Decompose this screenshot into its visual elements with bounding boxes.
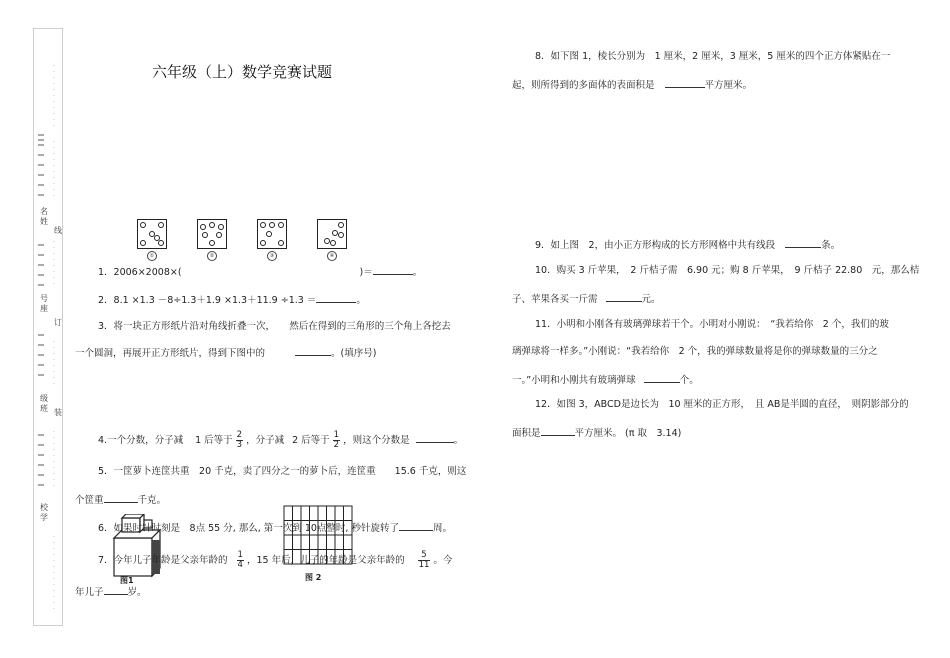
question-5-line-2: 个筐重 千克。 [75, 492, 166, 508]
question-9: 9．如上图 2，由小正方形构成的长方形网格中共有线段 条。 [535, 237, 840, 253]
q8-answer-blank[interactable] [665, 77, 705, 88]
tile-4 [317, 219, 347, 249]
question-7: 7．今年儿子年龄是父亲年龄的 $\frac{1}{4}$ ，15 年后，儿子的年龄是父亲年龄的 $\frac{5}{11}$ 。今 [98, 550, 453, 570]
q7-fraction-2: $\frac{5}{11}$ [418, 550, 430, 570]
q7-fraction-1: $\frac{1}{4}$ [237, 550, 243, 570]
question-8-line-2: 起，则所得到的多面体的表面积是 平方厘米。 [512, 77, 752, 93]
question-10-line-2: 子、苹果各买一斤需 元。 [512, 291, 661, 307]
q6-answer-blank[interactable] [399, 520, 433, 531]
binding-label-ban: 班 [40, 404, 48, 413]
q3-figure [133, 216, 357, 262]
tile-3-label: ③ [267, 251, 277, 261]
binding-fill-lines [36, 120, 46, 520]
question-11-line-1: 11．小明和小刚各有玻璃弹球若干个。小明对小刚说： “我若给你 2 个，我们的玻 [535, 319, 889, 330]
binding-label-ming: 名 [40, 207, 48, 216]
question-11-line-2: 璃弹球将一样多。”小刚说：“我若给你 2 个，我的弹球数量将是你的弹球数量的三分之 [512, 346, 878, 357]
q3-answer-blank[interactable] [295, 345, 331, 356]
question-10-line-1: 10．购买 3 斤苹果， 2 斤桔子需 6.90 元；购 8 斤苹果， 9 斤桔子 22.80 元，那么桔 [535, 265, 920, 276]
binding-dots-5: · · · · · · · · · · [53, 429, 55, 490]
tile-4-label: ④ [327, 251, 337, 261]
q1-answer-blank[interactable] [373, 264, 413, 275]
tile-2 [197, 219, 227, 249]
binding-dots-2: · · · · · · · · · · [53, 139, 55, 200]
question-3-line-1: 3．将一块正方形纸片沿对角线折叠一次， 然后在得到的三角形的三个角上各挖去 [98, 321, 451, 332]
binding-dots-6: · · · · · · · · · · · · · [53, 534, 55, 613]
tile-2-label: ② [207, 251, 217, 261]
figure-1-caption: 图1 [120, 576, 134, 585]
tile-1-label: ① [147, 251, 157, 261]
binding-dots-3: · · · · · · · · [53, 239, 55, 288]
binding-dots-4: · · · · · · · · [53, 339, 55, 388]
binding-dots-1: · · · · · · · · · · · [53, 63, 55, 130]
binding-label-zuo: 座 [40, 304, 48, 313]
q4-fraction-2: $\frac{1}{2}$ [333, 430, 340, 450]
question-12-line-2: 面积是 平方厘米。 (π 取 3.14) [512, 425, 681, 441]
question-4: 4.一个分数，分子减 1 后等于 $\frac{2}{3}$ ，分子减 2 后等于 $\frac{1}{2}$ ，则这个分数是 。 [98, 430, 464, 450]
q12-answer-blank[interactable] [541, 425, 575, 436]
question-8-line-1: 8．如下图 1，棱长分别为 1 厘米，2 厘米，3 厘米，5 厘米的四个正方体紧贴在一 [535, 51, 891, 62]
q1-close: )＝ [359, 267, 373, 278]
question-7-line-2: 年儿子 岁。 [75, 584, 147, 600]
binding-label-xiao: 校 [40, 503, 48, 512]
q5-answer-blank[interactable] [104, 492, 138, 503]
q4-fraction-1: $\frac{2}{3}$ [236, 430, 243, 450]
q4-answer-blank[interactable] [416, 432, 454, 443]
q1-text: 1．2006×2008×( [98, 267, 182, 278]
binding-label-xue: 学 [40, 513, 48, 522]
q9-answer-blank[interactable] [785, 237, 821, 248]
question-2: 2．8.1 ×1.3 －8÷1.3＋1.9 ×1.3＋11.9 ÷1.3 ＝ 。 [98, 292, 366, 308]
figure-2-caption: 图 2 [305, 573, 322, 582]
tile-3 [257, 219, 287, 249]
tile-1 [137, 219, 167, 249]
q7-answer-blank[interactable] [104, 584, 128, 595]
q2-text: 2．8.1 ×1.3 －8÷1.3＋1.9 ×1.3＋11.9 ÷1.3 ＝ [98, 295, 317, 306]
question-6: 6．如果时针时刻是 8点 55 分, 那么, 第一次到 10点整时, 秒针旋转了 周。 [98, 520, 452, 536]
binding-label-hao: 号 [40, 294, 48, 303]
page-title: 六年级（上）数学竞赛试题 [152, 63, 333, 81]
binding-label-xing: 姓 [40, 217, 48, 226]
binding-label-ji: 级 [40, 394, 48, 403]
q11-answer-blank[interactable] [644, 372, 680, 383]
question-1: 1．2006×2008×( )＝ 。 [98, 264, 422, 280]
question-5-line-1: 5．一筐萝卜连筐共重 20 千克，卖了四分之一的萝卜后，连筐重 15.6 千克，则这 [98, 466, 467, 477]
q2-answer-blank[interactable] [316, 292, 356, 303]
question-3-line-2: 一个圆洞，再展开正方形纸片，得到下图中的 。(填序号) [75, 345, 376, 361]
binding-mark-ding: 订 [54, 318, 62, 327]
binding-mark-zhuang: 装 [54, 408, 62, 417]
question-11-line-3: 一。”小明和小刚共有玻璃弹球 个。 [512, 372, 699, 388]
q10-answer-blank[interactable] [606, 291, 642, 302]
question-12-line-1: 12．如图 3，ABCD是边长为 10 厘米的正方形， 且 AB是半圆的直径， 则阴影部分的 [535, 399, 909, 410]
binding-mark-xian: 线 [54, 226, 62, 235]
